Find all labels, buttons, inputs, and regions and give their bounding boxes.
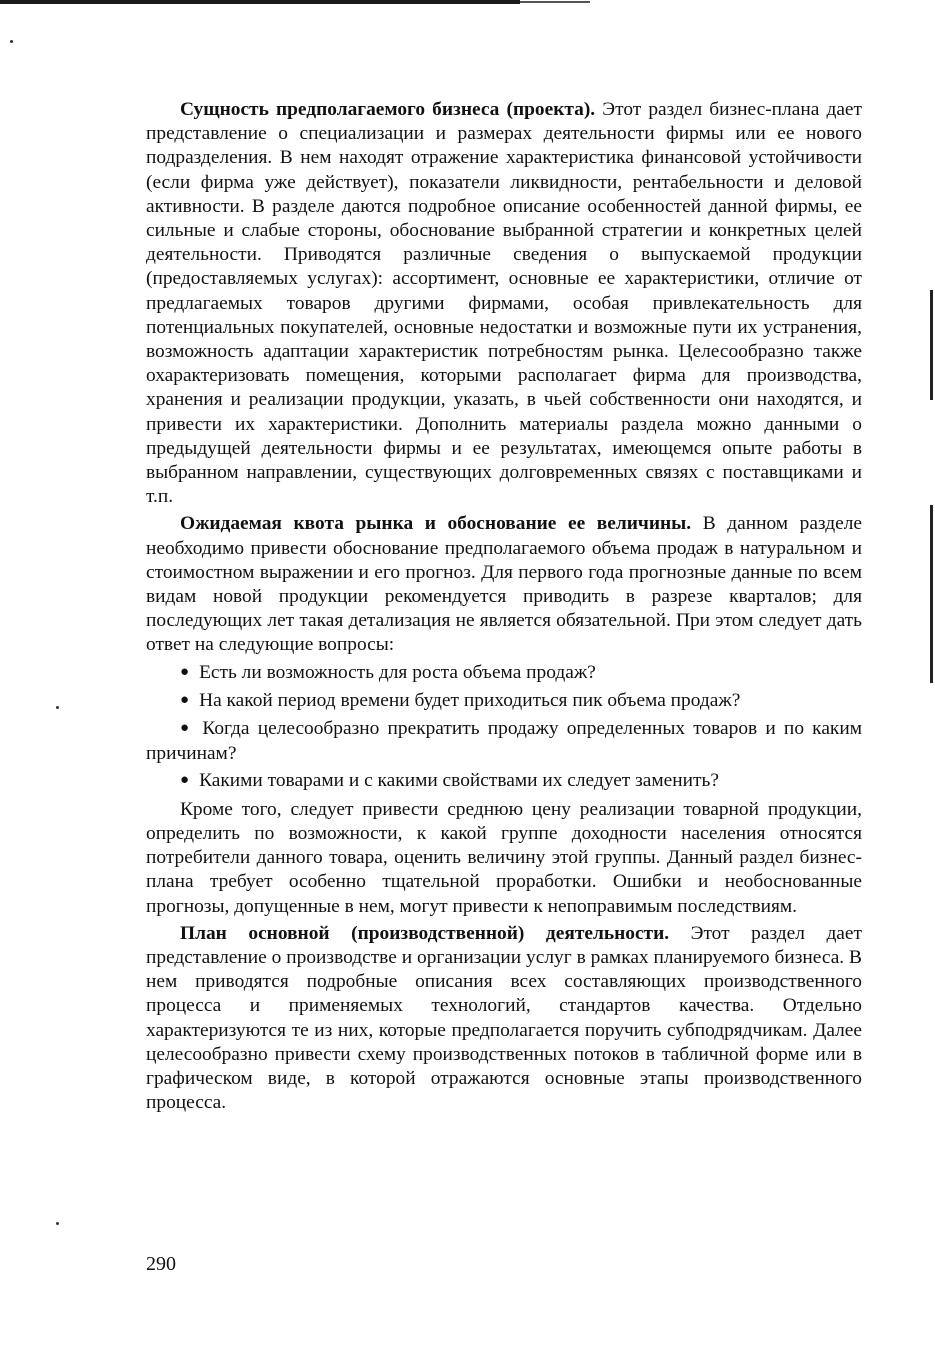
scan-edge-line [0,0,520,4]
bullet-icon: ● [180,663,190,680]
paragraph-after-bullets: Кроме того, следует привести среднюю цену реализации товарной продукции, определить по возможности, к какой группе доходности населения относятся потребители данного товара, оценить величину этой группы. Данный раздел бизнес-плана требует особенно тщательной проработки. Ошибки и необоснованные прогнозы, допущенные в нем, могут привести к непоправимым последствиям. [146,798,862,917]
bullet-text: Когда целесообразно прекратить продажу определенных товаров и по каким причинам? [146,718,862,765]
section-heading: Сущность предполагаемого бизнеса (проекта). [180,99,596,120]
page-number: 290 [146,1253,176,1275]
bullet-text: На какой период времени будет приходиться пик объема продаж? [199,689,741,711]
paragraph-text: В данном разделе необходимо привести обоснование предполагаемого объема продаж в натуральном и стоимостном выражении и его прогноз. Для первого года прогнозные данные по всем видам новой продукции рекомендуется приводить в разрезе кварталов; для последующих лет такая детализация не является обязательной. При этом следует дать ответ на следующие вопросы: [146,513,862,656]
bullet-item [146,686,862,714]
scan-margin-mark [930,290,933,400]
bullet-text: Есть ли возможность для роста объема продаж? [199,661,596,683]
page-body [146,98,862,1115]
scan-dot [56,706,59,709]
bullet-icon: ● [180,720,193,737]
bullet-text: Какими товарами и с какими свойствами их следует заменить? [199,770,719,792]
section-heading: Ожидаемая квота рынка и обоснование ее величины. [180,513,692,535]
scan-dot [56,1222,59,1225]
scan-margin-mark [930,505,933,683]
bullet-icon: ● [180,772,190,789]
paragraph-text: Этот раздел бизнес-плана дает представление о специализации и размерах деятельности фирмы или ее нового подразделения. В нем находят отражение характеристика финансовой устойчивости (если фирма уже действует), показатели ликвидности, рентабельности и деловой активности. В разделе даются подробное описание особенностей данной фирмы, ее сильные и слабые стороны, обоснование выбранной стратегии и конкретных целей деятельности. Приводятся различные сведения о выпускаемой продукции (предоставляемых услугах): ассортимент, основные ее характеристики, отличие от предлагаемых товаров другими фирмами, особая привлекательность для потенциальных покупателей, основные недостатки и возможные пути их устранения, возможность адаптации характеристик потребностям рынка. Целесообразно также охарактеризовать помещения, которыми располагает фирма для производства, хранения и реализации продукции, указать, в чьей собственности они находятся, и привести их характеристики. Дополнить материалы раздела можно данными о предыдущей деятельности фирмы и ее результатах, имеющемся опыте работы в выбранном направлении, существующих долговременных связях с поставщиками и т.п. [146,99,862,508]
bullet-icon: ● [180,691,190,708]
paragraph-market-quota [146,512,862,657]
paragraph-text: Этот раздел дает представление о производстве и организации услуг в рамках планируемого бизнеса. В нем приводятся подробные описания всех составляющих производственного процесса и применяемых технологий, стандартов качества. Отдельно характеризуются те из них, которые предполагается поручить субподрядчикам. Далее целесообразно привести схему производственных потоков в табличной форме или в графическом виде, в которой отражаются основные этапы производственного процесса. [146,922,862,1114]
bullet-item [146,658,862,686]
bullet-item [146,766,862,794]
scan-dot [10,40,13,43]
bullet-item [146,714,862,766]
paragraph-production-plan [146,922,862,1116]
scan-edge-line-thin [520,1,590,3]
paragraph-business-essence [146,98,862,509]
section-heading: План основной (производственной) деятельности. [180,922,670,944]
